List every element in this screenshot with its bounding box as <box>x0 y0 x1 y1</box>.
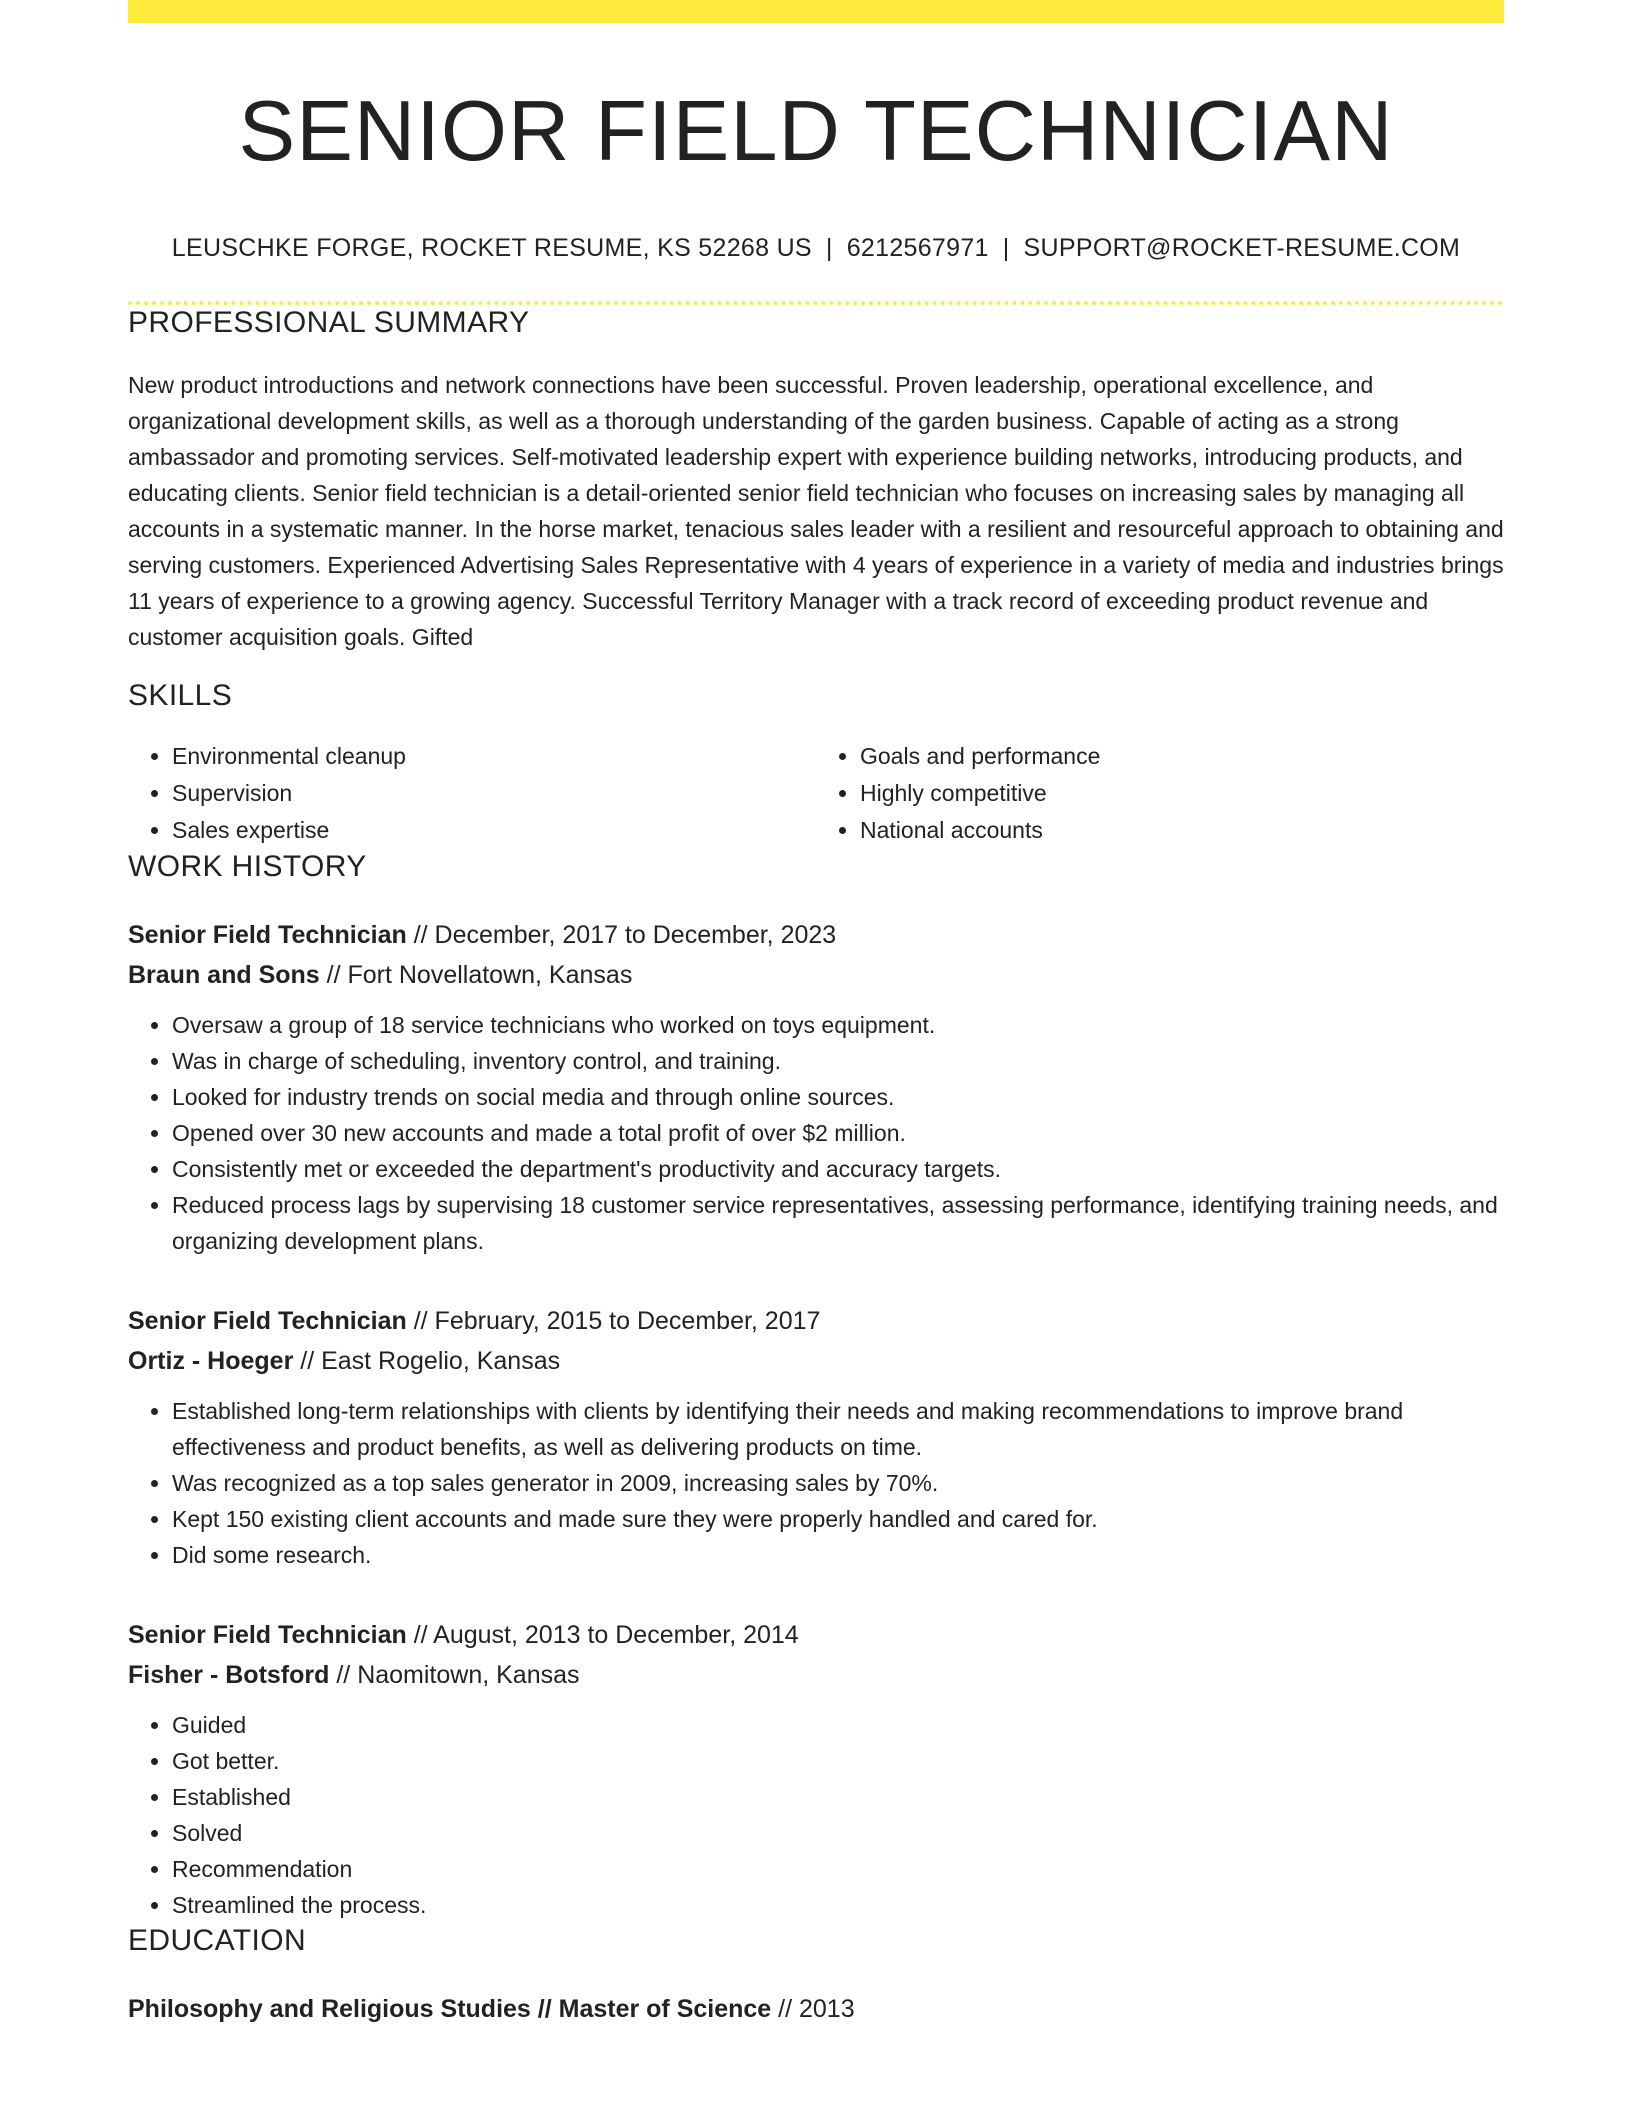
contact-separator: | <box>825 233 833 262</box>
job-title-line <box>128 1615 1504 1655</box>
job-bullet: • Did some research. <box>172 1537 1504 1573</box>
job-company-line <box>128 955 1504 995</box>
job-bullet: • Recommendation <box>172 1851 1504 1887</box>
job-location: // East Rogelio, Kansas <box>293 1346 561 1375</box>
education-entry <box>128 1989 1504 2029</box>
job-bullets <box>128 1007 1504 1259</box>
job-entry <box>128 1615 1504 1923</box>
skill-item: • National accounts <box>860 812 1504 849</box>
job-company: Ortiz - Hoeger <box>128 1346 294 1375</box>
job-company-line <box>128 1655 1504 1695</box>
education-heading: EDUCATION <box>128 1923 307 1957</box>
contact-separator: | <box>1002 233 1010 262</box>
job-dates: // August, 2013 to December, 2014 <box>406 1620 799 1649</box>
job-bullet: • Kept 150 existing client accounts and made sure they were properly handled and cared for. <box>172 1501 1504 1537</box>
summary-text: New product introductions and network connections have been successful. Proven leadership, operational excellence, and organizational development skills, as well as a thorough understanding of the garden business. Capable of acting as a strong ambassador and promoting services. Self-motivated leadership expert with experience building networks, introducing products, and educating clients. Senior field technician is a detail-oriented senior field technician who focuses on increasing sales by managing all accounts in a systematic manner. In the horse market, tenacious sales leader with a resilient and resourceful approach to obtaining and serving customers. Experienced Advertising Sales Representative with 4 years of experience in a variety of media and industries brings 11 years of experience to a growing agency. Successful Territory Manager with a track record of exceeding product revenue and customer acquisition goals. Gifted <box>128 371 1504 650</box>
resume-title: SENIOR FIELD TECHNICIAN <box>238 84 1394 179</box>
job-bullet: • Solved <box>172 1815 1504 1851</box>
job-bullet: • Opened over 30 new accounts and made a total profit of over $2 million. <box>172 1115 1504 1151</box>
accent-top-bar <box>128 0 1504 23</box>
job-bullet: • Guided <box>172 1707 1504 1743</box>
skill-item: • Highly competitive <box>860 775 1504 812</box>
job-title-line <box>128 1301 1504 1341</box>
job-title: Senior Field Technician <box>128 920 407 949</box>
job-bullet: • Established long-term relationships with clients by identifying their needs and making recommendations to improve brand effectiveness and product benefits, as well as delivering products on time. <box>172 1393 1504 1465</box>
job-title: Senior Field Technician <box>128 1306 407 1335</box>
education-field: Philosophy and Religious Studies <box>128 1994 531 2023</box>
job-title: Senior Field Technician <box>128 1620 407 1649</box>
job-title-line <box>128 915 1504 955</box>
job-bullets <box>128 1707 1504 1923</box>
job-bullet: • Got better. <box>172 1743 1504 1779</box>
skills-list <box>128 738 1504 849</box>
job-dates: // December, 2017 to December, 2023 <box>406 920 837 949</box>
job-bullet: • Streamlined the process. <box>172 1887 1504 1923</box>
resume-page <box>128 0 1504 2029</box>
skill-item: • Goals and performance <box>860 738 1504 775</box>
job-bullet: • Oversaw a group of 18 service technicians who worked on toys equipment. <box>172 1007 1504 1043</box>
job-bullet: • Established <box>172 1779 1504 1815</box>
job-dates: // February, 2015 to December, 2017 <box>406 1306 821 1335</box>
job-bullet: • Was in charge of scheduling, inventory control, and training. <box>172 1043 1504 1079</box>
job-bullet: • Consistently met or exceeded the department's productivity and accuracy targets. <box>172 1151 1504 1187</box>
education-separator: // <box>530 1994 559 2023</box>
skills-heading: SKILLS <box>128 678 233 712</box>
job-bullet: • Looked for industry trends on social media and through online sources. <box>172 1079 1504 1115</box>
contact-email: SUPPORT@ROCKET-RESUME.COM <box>1023 233 1461 262</box>
education-degree: Master of Science <box>558 1994 772 2023</box>
job-location: // Naomitown, Kansas <box>329 1660 580 1689</box>
skills-column-right <box>816 738 1504 849</box>
job-bullet: • Was recognized as a top sales generator in 2009, increasing sales by 70%. <box>172 1465 1504 1501</box>
job-entry <box>128 915 1504 1259</box>
skills-column-left <box>128 738 816 849</box>
job-location: // Fort Novellatown, Kansas <box>319 960 633 989</box>
contact-address: LEUSCHKE FORGE, ROCKET RESUME, KS 52268 US <box>171 233 812 262</box>
job-bullet: • Reduced process lags by supervising 18 customer service representatives, assessing performance, identifying training needs, and organizing development plans. <box>172 1187 1504 1259</box>
summary-heading: PROFESSIONAL SUMMARY <box>128 305 530 339</box>
education-year: // 2013 <box>771 1994 855 2023</box>
contact-phone: 6212567971 <box>846 233 989 262</box>
skill-item: • Environmental cleanup <box>172 738 816 775</box>
contact-line <box>128 233 1504 263</box>
job-company: Braun and Sons <box>128 960 320 989</box>
work-history-heading: WORK HISTORY <box>128 849 367 883</box>
job-company: Fisher - Botsford <box>128 1660 330 1689</box>
skill-item: • Sales expertise <box>172 812 816 849</box>
skill-item: • Supervision <box>172 775 816 812</box>
job-bullets <box>128 1393 1504 1573</box>
job-company-line <box>128 1341 1504 1381</box>
job-entry <box>128 1301 1504 1573</box>
